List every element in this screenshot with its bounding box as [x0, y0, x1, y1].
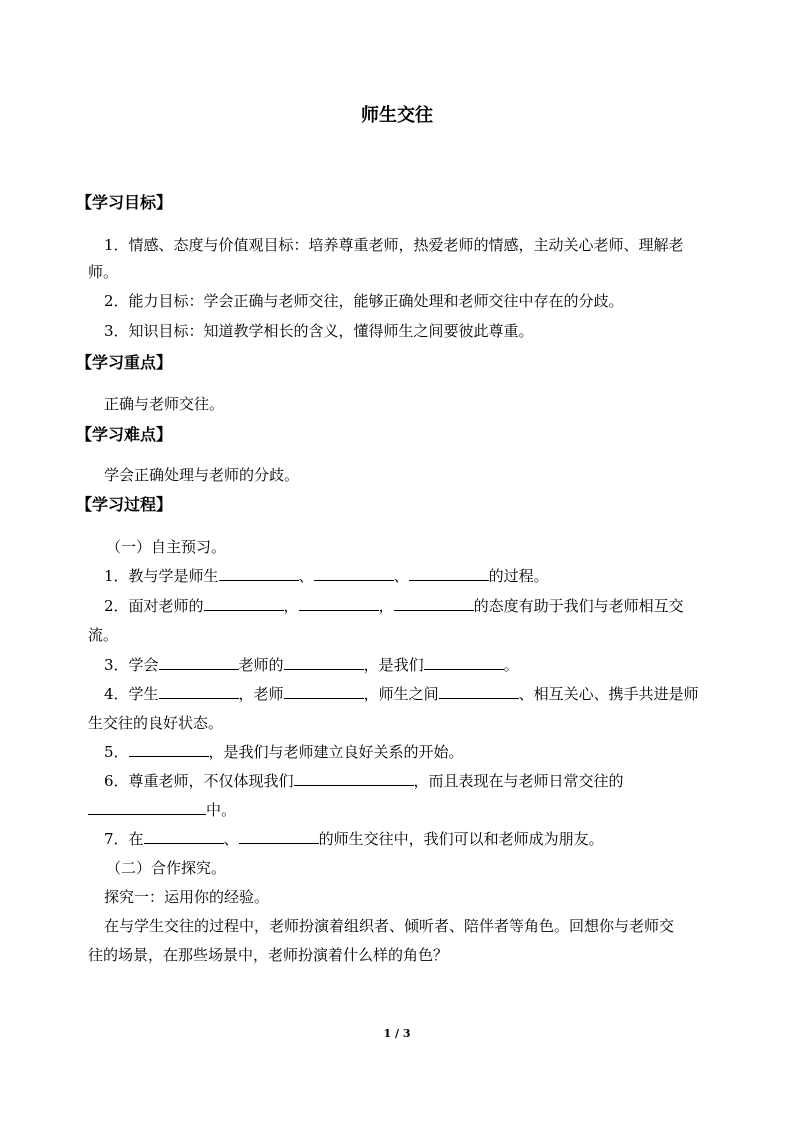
goal-1-line-1: 1．情感、态度与价值观目标：培养尊重老师，热爱老师的情感，主动关心老师、理解老	[104, 236, 684, 254]
question-7	[104, 828, 604, 850]
question-4	[104, 683, 699, 705]
page-number: 1 / 3	[383, 1027, 411, 1040]
question-7-end: 的师生交往中，我们可以和老师成为朋友。	[318, 830, 604, 848]
explore-1-line-1: 在与学生交往的过程中，老师扮演着组织者、倾听者、陪伴者等角色。回想你与老师交	[104, 917, 675, 935]
question-4-sep: ，老师	[238, 685, 284, 703]
question-7-text: 7．在	[104, 830, 144, 848]
question-2	[104, 595, 684, 617]
fill-blank[interactable]	[284, 683, 364, 699]
fill-blank[interactable]	[159, 654, 239, 670]
question-6	[104, 770, 624, 792]
question-5-text: 5．	[104, 743, 129, 761]
question-6-line-2	[88, 799, 236, 821]
fill-blank[interactable]	[159, 683, 239, 699]
fill-blank[interactable]	[144, 828, 224, 844]
question-1-text: 1．教与学是师生	[104, 567, 219, 585]
question-2-sep: ，	[378, 597, 394, 615]
question-3	[104, 654, 519, 676]
section-heading-process: 【学习过程】	[76, 495, 173, 514]
question-1-end: 的过程。	[488, 567, 549, 585]
question-4-text: 4．学生	[104, 685, 159, 703]
question-6-text: 6．尊重老师，不仅体现我们	[104, 772, 294, 790]
question-2-end: 的态度有助于我们与老师相互交	[473, 597, 684, 615]
fill-blank[interactable]	[439, 683, 519, 699]
question-2-sep: ，	[283, 597, 299, 615]
question-6-end: ，而且表现在与老师日常交往的	[413, 772, 624, 790]
question-4-line-2: 生交往的良好状态。	[88, 714, 224, 732]
fill-blank[interactable]	[314, 565, 394, 581]
difficulty-text: 学会正确处理与老师的分歧。	[104, 466, 300, 484]
question-3-mid: 老师的	[238, 656, 284, 674]
question-3-end: 。	[503, 656, 519, 674]
question-5-end: ，是我们与老师建立良好关系的开始。	[208, 743, 464, 761]
question-1	[104, 565, 549, 587]
question-3-sep: ，是我们	[363, 656, 424, 674]
question-3-text: 3．学会	[104, 656, 159, 674]
question-1-sep: 、	[298, 567, 314, 585]
page-title: 师生交往	[361, 105, 433, 126]
explore-1-line-2: 往的场景，在那些场景中，老师扮演着什么样的角色？	[88, 946, 449, 964]
fill-blank[interactable]	[204, 595, 284, 611]
part-1-heading: （一）自主预习。	[106, 538, 227, 556]
goal-2: 2．能力目标：学会正确与老师交往，能够正确处理和老师交往中存在的分歧。	[104, 292, 624, 310]
fill-blank[interactable]	[394, 595, 474, 611]
fill-blank[interactable]	[294, 770, 414, 786]
fill-blank[interactable]	[409, 565, 489, 581]
fill-blank[interactable]	[219, 565, 299, 581]
section-heading-focus: 【学习重点】	[76, 353, 173, 372]
focus-text: 正确与老师交往。	[104, 395, 225, 413]
part-2-heading: （二）合作探究。	[106, 859, 227, 877]
question-6-end: 中。	[206, 801, 237, 819]
fill-blank[interactable]	[129, 741, 209, 757]
question-7-sep: 、	[223, 830, 239, 848]
section-heading-difficulty: 【学习难点】	[76, 425, 173, 444]
question-2-line-2: 流。	[88, 626, 119, 644]
goal-3: 3．知识目标：知道教学相长的含义，懂得师生之间要彼此尊重。	[104, 322, 534, 340]
fill-blank[interactable]	[88, 799, 206, 815]
goal-1-line-2: 师。	[88, 263, 119, 281]
fill-blank[interactable]	[239, 828, 319, 844]
explore-1-title: 探究一：运用你的经验。	[104, 888, 270, 906]
section-heading-goals: 【学习目标】	[76, 193, 173, 212]
question-1-sep: 、	[393, 567, 409, 585]
question-2-text: 2．面对老师的	[104, 597, 204, 615]
fill-blank[interactable]	[424, 654, 504, 670]
fill-blank[interactable]	[299, 595, 379, 611]
question-5	[104, 741, 464, 763]
question-4-end: 、相互关心、携手共进是师	[518, 685, 699, 703]
question-4-sep: ，师生之间	[363, 685, 439, 703]
fill-blank[interactable]	[284, 654, 364, 670]
